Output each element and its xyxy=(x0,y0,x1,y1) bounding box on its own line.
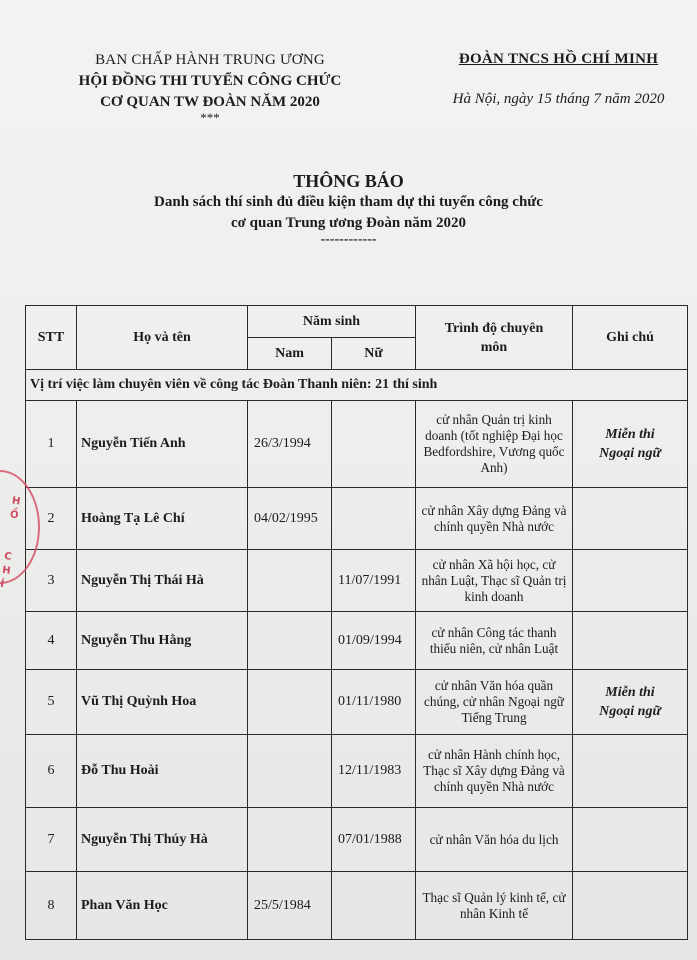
notice-subtitle-line1: Danh sách thí sinh đủ điều kiện tham dự thi tuyển công chức xyxy=(154,194,543,210)
header-stt: STT xyxy=(26,306,77,370)
row-level: cử nhân Quản trị kinh doanh (tốt nghiệp Đại học Bedfordshire, Vương quốc Anh) xyxy=(416,401,573,488)
row-name: Hoàng Tạ Lê Chí xyxy=(77,488,248,550)
table-row xyxy=(26,808,688,872)
document-date: Hà Nội, ngày 15 tháng 7 năm 2020 xyxy=(452,91,665,107)
row-note-text: Miễn thi Ngoại ngữ xyxy=(599,427,661,461)
row-level: cử nhân Văn hóa du lịch xyxy=(416,808,573,872)
notice-heading xyxy=(0,170,697,246)
row-name: Nguyễn Thu Hằng xyxy=(77,612,248,670)
row-birth-male xyxy=(248,808,332,872)
table-row xyxy=(26,670,688,735)
row-birth-male xyxy=(248,550,332,612)
row-stt: 1 xyxy=(26,401,77,488)
row-stt: 6 xyxy=(26,735,77,808)
header-name: Họ và tên xyxy=(77,306,248,370)
issuer-agency: CƠ QUAN TW ĐOÀN NĂM 2020 xyxy=(100,94,320,110)
row-birth-male: 04/02/1995 xyxy=(248,488,332,550)
row-birth-male xyxy=(248,670,332,735)
row-birth-male xyxy=(248,735,332,808)
row-stt: 7 xyxy=(26,808,77,872)
row-note xyxy=(573,670,688,735)
row-note xyxy=(573,488,688,550)
row-name: Nguyễn Tiến Anh xyxy=(77,401,248,488)
header-level xyxy=(416,306,573,370)
section-title: Vị trí việc làm chuyên viên về công tác Đoàn Thanh niên: 21 thí sinh xyxy=(26,370,688,401)
header-female: Nữ xyxy=(332,338,416,370)
row-note xyxy=(573,550,688,612)
row-level: cử nhân Hành chính học, Thạc sĩ Xây dựng Đảng và chính quyền Nhà nước xyxy=(416,735,573,808)
notice-subtitle-line2: cơ quan Trung ương Đoàn năm 2020 xyxy=(230,215,467,231)
row-stt: 3 xyxy=(26,550,77,612)
header-note: Ghi chú xyxy=(573,306,688,370)
header-level-text: Trình độ chuyên môn xyxy=(444,320,544,355)
row-level: Thạc sĩ Quản lý kinh tế, cử nhân Kinh tế xyxy=(416,872,573,940)
union-block xyxy=(420,48,697,110)
issuer-block xyxy=(60,50,360,123)
row-name: Phan Văn Học xyxy=(77,872,248,940)
row-note-text: Miễn thi Ngoại ngữ xyxy=(599,685,661,719)
row-stt: 8 xyxy=(26,872,77,940)
row-birth-male: 26/3/1994 xyxy=(248,401,332,488)
row-birth-female: 01/11/1980 xyxy=(332,670,416,735)
table-row xyxy=(26,488,688,550)
table-row xyxy=(26,872,688,940)
issuer-stars: *** xyxy=(200,110,220,125)
row-stt: 2 xyxy=(26,488,77,550)
table-header-row xyxy=(26,306,688,338)
row-birth-female xyxy=(332,401,416,488)
section-row xyxy=(26,370,688,401)
row-level: cử nhân Xã hội học, cử nhân Luật, Thạc sĩ Quản trị kinh doanh xyxy=(416,550,573,612)
row-birth-female: 07/01/1988 xyxy=(332,808,416,872)
table-row xyxy=(26,550,688,612)
header-birth-year: Năm sinh xyxy=(248,306,416,338)
row-name: Đỗ Thu Hoài xyxy=(77,735,248,808)
row-note xyxy=(573,872,688,940)
row-birth-male: 25/5/1984 xyxy=(248,872,332,940)
header-male: Nam xyxy=(248,338,332,370)
table-row xyxy=(26,735,688,808)
row-birth-male xyxy=(248,612,332,670)
issuer-org: BAN CHẤP HÀNH TRUNG ƯƠNG xyxy=(95,52,325,68)
seal-text: H Ồ C H Í xyxy=(0,495,22,591)
issuer-council: HỘI ĐỒNG THI TUYỂN CÔNG CHỨC xyxy=(78,73,342,89)
row-birth-female xyxy=(332,872,416,940)
row-note xyxy=(573,401,688,488)
row-birth-female xyxy=(332,488,416,550)
row-birth-female: 01/09/1994 xyxy=(332,612,416,670)
table-row xyxy=(26,401,688,488)
union-name: ĐOÀN TNCS HỒ CHÍ MINH xyxy=(458,51,659,67)
row-note xyxy=(573,735,688,808)
row-level: cử nhân Xây dựng Đảng và chính quyền Nhà nước xyxy=(416,488,573,550)
row-stt: 4 xyxy=(26,612,77,670)
row-stt: 5 xyxy=(26,670,77,735)
row-birth-female: 12/11/1983 xyxy=(332,735,416,808)
row-note xyxy=(573,808,688,872)
row-birth-female: 11/07/1991 xyxy=(332,550,416,612)
row-note xyxy=(573,612,688,670)
candidate-table xyxy=(25,305,688,940)
notice-divider: ------------ xyxy=(320,232,377,247)
row-level: cử nhân Công tác thanh thiếu niên, cử nhân Luật xyxy=(416,612,573,670)
row-level: cử nhân Văn hóa quần chúng, cử nhân Ngoại ngữ Tiếng Trung xyxy=(416,670,573,735)
row-name: Nguyễn Thị Thúy Hà xyxy=(77,808,248,872)
row-name: Nguyễn Thị Thái Hà xyxy=(77,550,248,612)
row-name: Vũ Thị Quỳnh Hoa xyxy=(77,670,248,735)
table-row xyxy=(26,612,688,670)
notice-title: THÔNG BÁO xyxy=(293,171,404,191)
